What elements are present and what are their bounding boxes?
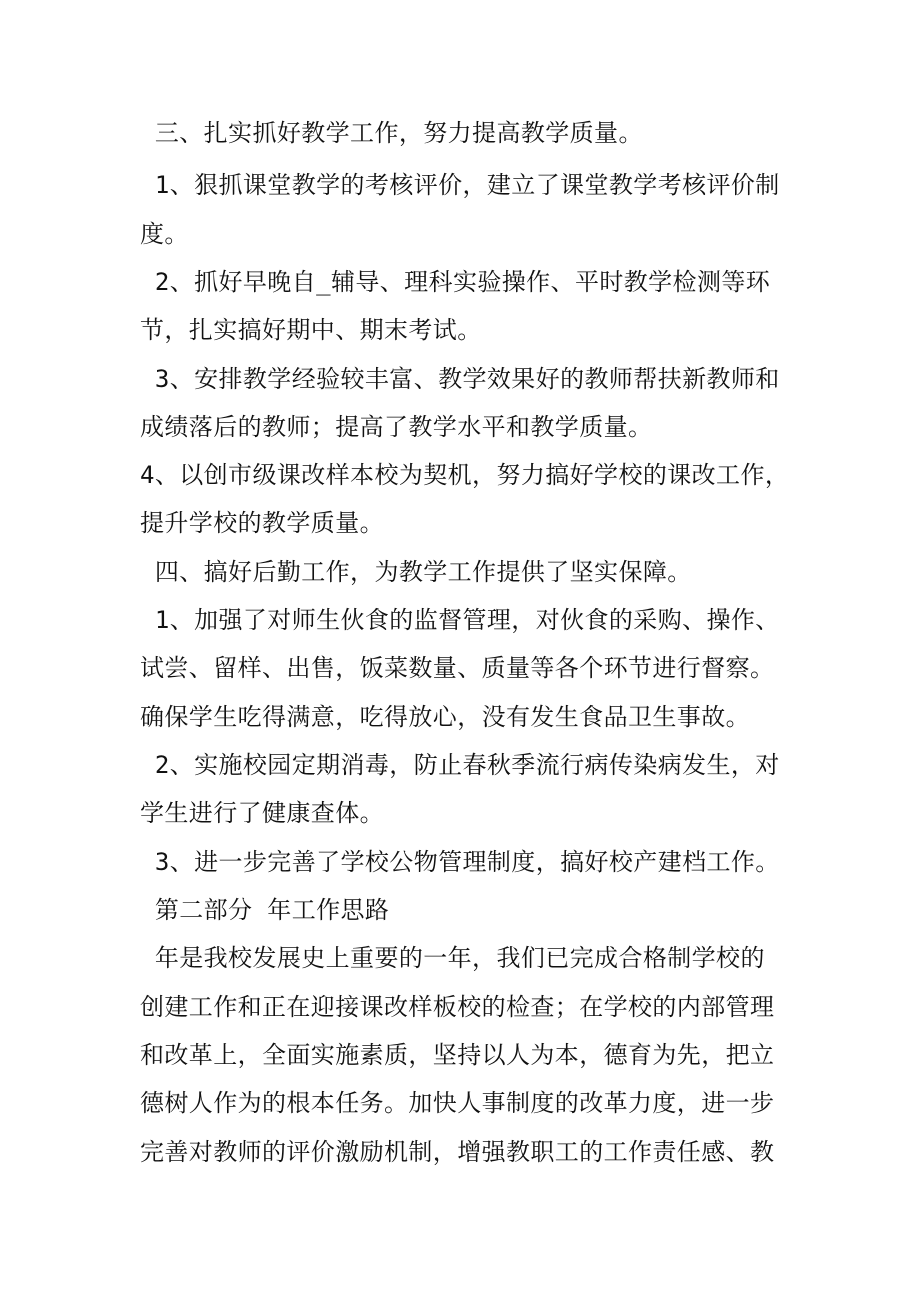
paragraph-line: 试尝、留样、出售，饭菜数量、质量等各个环节进行督察。 [140,654,775,682]
paragraph-line: 2、实施校园定期消毒，防止春秋季流行病传染病发生，对 [140,751,780,779]
paragraph-line: 完善对教师的评价激励机制，增强教职工的工作责任感、教 [140,1138,775,1166]
paragraph-line: 成绩落后的教师；提高了教学水平和教学质量。 [140,413,653,441]
paragraph-line: 提升学校的教学质量。 [140,509,384,537]
paragraph-line: 德树人作为的根本任务。加快人事制度的改革力度，进一步 [140,1089,775,1117]
paragraph-line: 3、安排教学经验较丰富、教学效果好的教师帮扶新教师和 [140,365,780,393]
paragraph-line: 节，扎实搞好期中、期末考试。 [140,316,482,344]
paragraph-line: 4、以创市级课改样本校为契机，努力搞好学校的课改工作， [140,461,790,489]
paragraph-line: 和改革上，全面实施素质，坚持以人为本，德育为先，把立 [140,1041,775,1069]
paragraph-line: 2、抓好早晚自_辅导、理科实验操作、平时教学检测等环 [140,268,771,296]
paragraph-line: 3、进一步完善了学校公物管理制度，搞好校产建档工作。 [140,848,780,876]
paragraph-line: 学生进行了健康查体。 [140,799,384,827]
paragraph-line: 1、加强了对师生伙食的监督管理，对伙食的采购、操作、 [140,606,780,634]
paragraph-line: 创建工作和正在迎接课改样板校的检查；在学校的内部管理 [140,993,775,1021]
section-heading-3: 三、扎实抓好教学工作，努力提高教学质量。 [140,119,643,147]
paragraph-line: 确保学生吃得满意，吃得放心，没有发生食品卫生事故。 [140,703,750,731]
paragraph-line: 年是我校发展史上重要的一年，我们已完成合格制学校的 [140,944,765,972]
paragraph-line: 1、狠抓课堂教学的考核评价，建立了课堂教学考核评价制 [140,171,780,199]
paragraph-line: 度。 [140,220,189,248]
section-heading-4: 四、搞好后勤工作，为教学工作提供了坚实保障。 [140,558,692,586]
part-heading: 第二部分 年工作思路 [140,896,390,924]
